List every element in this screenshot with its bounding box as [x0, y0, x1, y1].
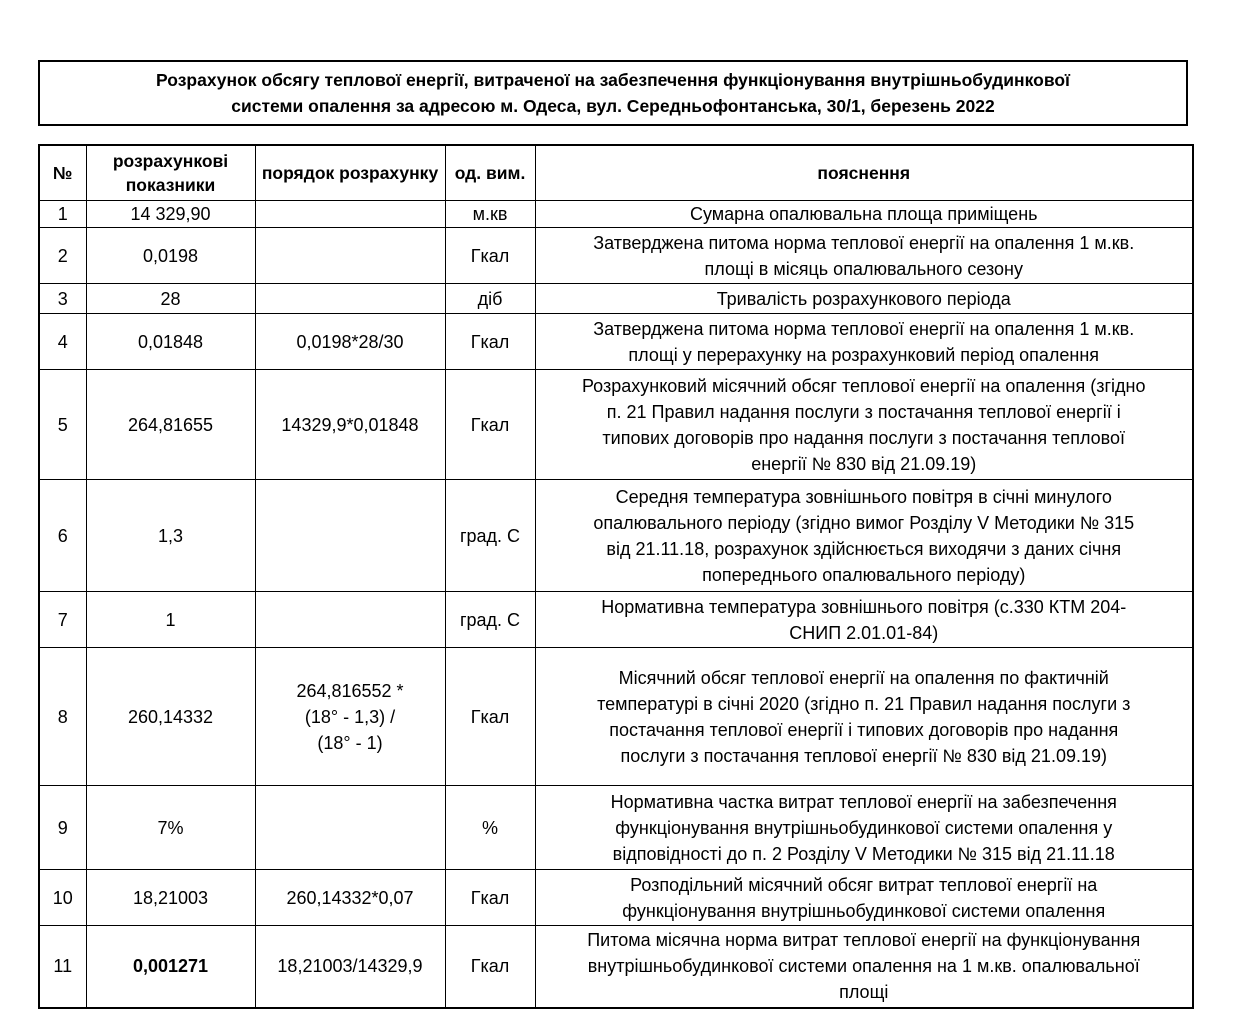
- table-row: [39, 370, 1193, 480]
- row-note: Розрахунковий місячний обсяг теплової енергії на опалення (згідно п. 21 Правил надання послуги з постачання теплової енергії і типових договорів про надання послуги з постачання теплової енергії № 830 від 21.09.19): [535, 370, 1193, 480]
- header-indicators: розрахункові показники: [86, 145, 255, 201]
- row-note: Питома місячна норма витрат теплової енергії на функціонування внутрішньобудинкової системи опалення на 1 м.кв. опалювальної площі: [535, 926, 1193, 1008]
- row-formula: [255, 592, 445, 648]
- row-note: Розподільний місячний обсяг витрат теплової енергії на функціонування внутрішньобудинкової системи опалення: [535, 870, 1193, 926]
- header-unit: од. вим.: [445, 145, 535, 201]
- row-value: 0,0198: [86, 228, 255, 284]
- row-value: 260,14332: [86, 648, 255, 786]
- row-value: 264,81655: [86, 370, 255, 480]
- row-value: 18,21003: [86, 870, 255, 926]
- row-num: 7: [39, 592, 86, 648]
- title-line-2: системи опалення за адресою м. Одеса, вул. Середньофонтанська, 30/1, березень 2022: [231, 96, 995, 116]
- row-formula: 0,0198*28/30: [255, 314, 445, 370]
- row-note: Нормативна частка витрат теплової енергії на забезпечення функціонування внутрішньобудинкової системи опалення у відповідності до п. 2 Розділу V Методики № 315 від 21.11.18: [535, 786, 1193, 870]
- row-unit: Гкал: [445, 228, 535, 284]
- row-value: 28: [86, 284, 255, 314]
- row-value: 1: [86, 592, 255, 648]
- table-row: [39, 284, 1193, 314]
- row-formula: 264,816552 * (18° - 1,3) / (18° - 1): [255, 648, 445, 786]
- row-formula: 14329,9*0,01848: [255, 370, 445, 480]
- row-value: 0,001271: [86, 926, 255, 1008]
- row-formula: [255, 201, 445, 228]
- row-unit: Гкал: [445, 648, 535, 786]
- row-formula: [255, 480, 445, 592]
- row-unit: діб: [445, 284, 535, 314]
- row-num: 4: [39, 314, 86, 370]
- row-value: 0,01848: [86, 314, 255, 370]
- row-unit: Гкал: [445, 926, 535, 1008]
- table-row: [39, 648, 1193, 786]
- row-num: 2: [39, 228, 86, 284]
- table-row: [39, 926, 1193, 1008]
- row-note: Сумарна опалювальна площа приміщень: [535, 201, 1193, 228]
- calculation-table: [38, 144, 1194, 1009]
- row-unit: м.кв: [445, 201, 535, 228]
- row-num: 11: [39, 926, 86, 1008]
- row-value: 7%: [86, 786, 255, 870]
- table-header-row: [39, 145, 1193, 201]
- row-num: 1: [39, 201, 86, 228]
- row-unit: град. С: [445, 592, 535, 648]
- row-note: Затверджена питома норма теплової енергії на опалення 1 м.кв. площі в місяць опалювального сезону: [535, 228, 1193, 284]
- table-row: [39, 592, 1193, 648]
- row-num: 8: [39, 648, 86, 786]
- table-row: [39, 480, 1193, 592]
- row-note: Місячний обсяг теплової енергії на опалення по фактичній температурі в січні 2020 (згідно п. 21 Правил надання послуги з постачання теплової енергії і типових договорів про надання послуги з постачання теплової енергії № 830 від 21.09.19): [535, 648, 1193, 786]
- header-order: порядок розрахунку: [255, 145, 445, 201]
- row-formula: [255, 786, 445, 870]
- row-unit: град. С: [445, 480, 535, 592]
- row-value: 1,3: [86, 480, 255, 592]
- table-row: [39, 314, 1193, 370]
- title-line-1: Розрахунок обсягу теплової енергії, витраченої на забезпечення функціонування внутрішньобудинкової: [156, 70, 1070, 90]
- header-num: №: [39, 145, 86, 201]
- row-num: 5: [39, 370, 86, 480]
- row-unit: %: [445, 786, 535, 870]
- row-note: Тривалість розрахункового періода: [535, 284, 1193, 314]
- row-note: Нормативна температура зовнішнього повітря (с.330 КТМ 204- СНИП 2.01.01-84): [535, 592, 1193, 648]
- table-row: [39, 201, 1193, 228]
- document-title: [38, 60, 1188, 126]
- row-unit: Гкал: [445, 870, 535, 926]
- table-row: [39, 786, 1193, 870]
- table-row: [39, 228, 1193, 284]
- header-notes: пояснення: [535, 145, 1193, 201]
- row-formula: [255, 284, 445, 314]
- row-num: 10: [39, 870, 86, 926]
- row-unit: Гкал: [445, 370, 535, 480]
- row-num: 6: [39, 480, 86, 592]
- row-num: 9: [39, 786, 86, 870]
- row-formula: 18,21003/14329,9: [255, 926, 445, 1008]
- row-formula: [255, 228, 445, 284]
- row-note: Затверджена питома норма теплової енергії на опалення 1 м.кв. площі у перерахунку на розрахунковий період опалення: [535, 314, 1193, 370]
- row-note: Середня температура зовнішнього повітря в січні минулого опалювального періоду (згідно вимог Розділу V Методики № 315 від 21.11.18, розрахунок здійснюється виходячи з даних січня попереднього опалювального періоду): [535, 480, 1193, 592]
- table-row: [39, 870, 1193, 926]
- row-unit: Гкал: [445, 314, 535, 370]
- row-value: 14 329,90: [86, 201, 255, 228]
- row-formula: 260,14332*0,07: [255, 870, 445, 926]
- row-num: 3: [39, 284, 86, 314]
